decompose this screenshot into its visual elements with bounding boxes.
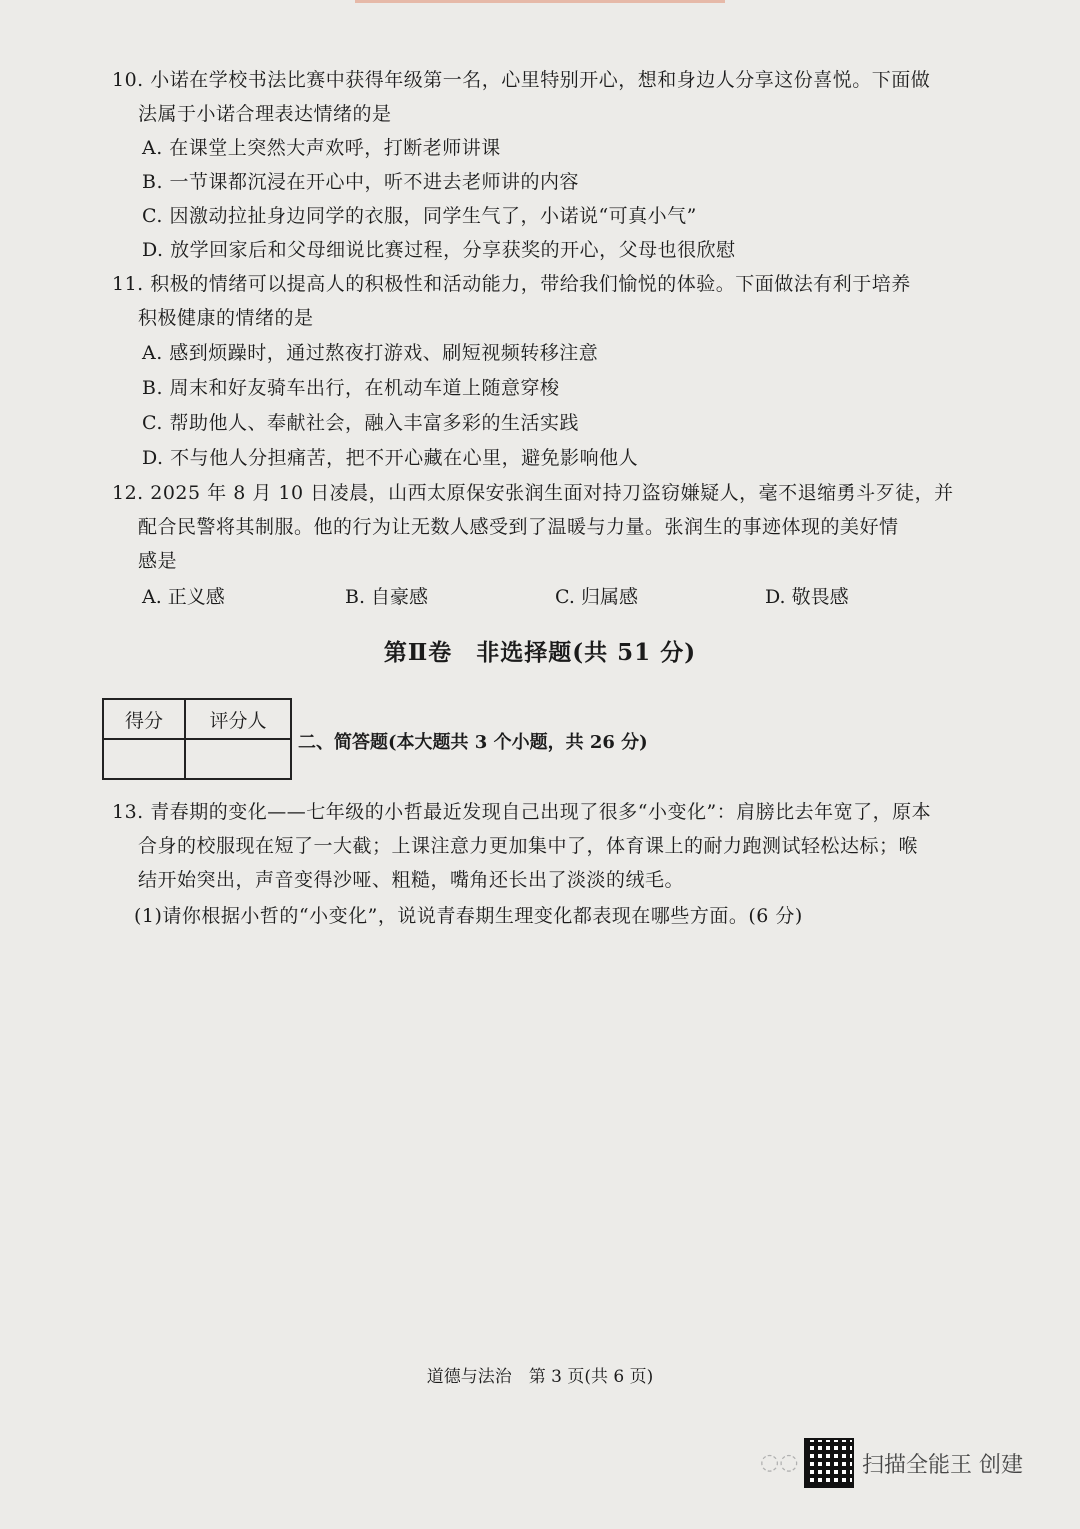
q10-option-d: D. 放学回家后和父母细说比赛过程，分享获奖的开心，父母也很欣慰 bbox=[142, 239, 736, 261]
q11-option-c: C. 帮助他人、奉献社会，融入丰富多彩的生活实践 bbox=[142, 412, 579, 434]
q13-line3: 结开始突出，声音变得沙哑、粗糙，嘴角还长出了淡淡的绒毛。 bbox=[138, 869, 685, 891]
q12-option-d: D. 敬畏感 bbox=[765, 586, 849, 608]
watermark-text: 扫描全能王 创建 bbox=[862, 1452, 1023, 1478]
grader-cell[interactable] bbox=[185, 739, 291, 779]
page-footer: 道德与法治 第 3 页(共 6 页) bbox=[426, 1367, 654, 1387]
section-title: 第Ⅱ卷 非选择题(共 51 分) bbox=[383, 639, 697, 666]
q11-option-d: D. 不与他人分担痛苦，把不开心藏在心里，避免影响他人 bbox=[142, 447, 639, 469]
q10-option-a: A. 在课堂上突然大声欢呼，打断老师讲课 bbox=[142, 137, 501, 159]
q11-option-b: B. 周末和好友骑车出行，在机动车道上随意穿梭 bbox=[142, 377, 560, 399]
q12-stem-line1: 12. 2025 年 8 月 10 日凌晨，山西太原保安张润生面对持刀盗窃嫌疑人，毫不退缩勇斗歹徒，并 bbox=[112, 482, 954, 504]
wechat-icon: ◌◌ bbox=[760, 1450, 799, 1475]
grader-header: 评分人 bbox=[185, 699, 291, 739]
q12-option-a: A. 正义感 bbox=[142, 586, 225, 608]
q11-option-a: A. 感到烦躁时，通过熬夜打游戏、刷短视频转移注意 bbox=[142, 342, 599, 364]
q12-option-c: C. 归属感 bbox=[555, 586, 638, 608]
q12-stem-line2: 配合民警将其制服。他的行为让无数人感受到了温暖与力量。张润生的事迹体现的美好情 bbox=[138, 516, 899, 538]
scanner-watermark bbox=[760, 1438, 1023, 1488]
q13-subquestion-1: (1)请你根据小哲的“小变化”，说说青春期生理变化都表现在哪些方面。(6 分) bbox=[134, 905, 803, 927]
q13-line2: 合身的校服现在短了一大截；上课注意力更加集中了，体育课上的耐力跑测试轻松达标；喉 bbox=[138, 835, 919, 857]
q11-stem-line1: 11. 积极的情绪可以提高人的积极性和活动能力，带给我们愉悦的体验。下面做法有利于培养 bbox=[112, 273, 911, 295]
score-cell[interactable] bbox=[103, 739, 185, 779]
q13-line1: 13. 青春期的变化——七年级的小哲最近发现自己出现了很多“小变化”：肩膀比去年宽了，原本 bbox=[112, 801, 932, 823]
q12-option-b: B. 自豪感 bbox=[345, 586, 429, 608]
q12-stem-line3: 感是 bbox=[138, 550, 178, 572]
q10-option-c: C. 因激动拉扯身边同学的衣服，同学生气了，小诺说“可真小气” bbox=[142, 205, 697, 227]
qr-code-icon bbox=[804, 1438, 854, 1488]
q10-stem-line1: 10. 小诺在学校书法比赛中获得年级第一名，心里特别开心，想和身边人分享这份喜悦。下面做 bbox=[112, 69, 931, 91]
score-header: 得分 bbox=[103, 699, 185, 739]
q10-option-b: B. 一节课都沉浸在开心中，听不进去老师讲的内容 bbox=[142, 171, 580, 193]
part-title: 二、简答题(本大题共 3 个小题，共 26 分) bbox=[298, 732, 648, 753]
q10-stem-line2: 法属于小诺合理表达情绪的是 bbox=[138, 103, 392, 125]
top-edge-stripe bbox=[355, 0, 725, 3]
score-table bbox=[102, 698, 292, 780]
q11-stem-line2: 积极健康的情绪的是 bbox=[138, 307, 314, 329]
